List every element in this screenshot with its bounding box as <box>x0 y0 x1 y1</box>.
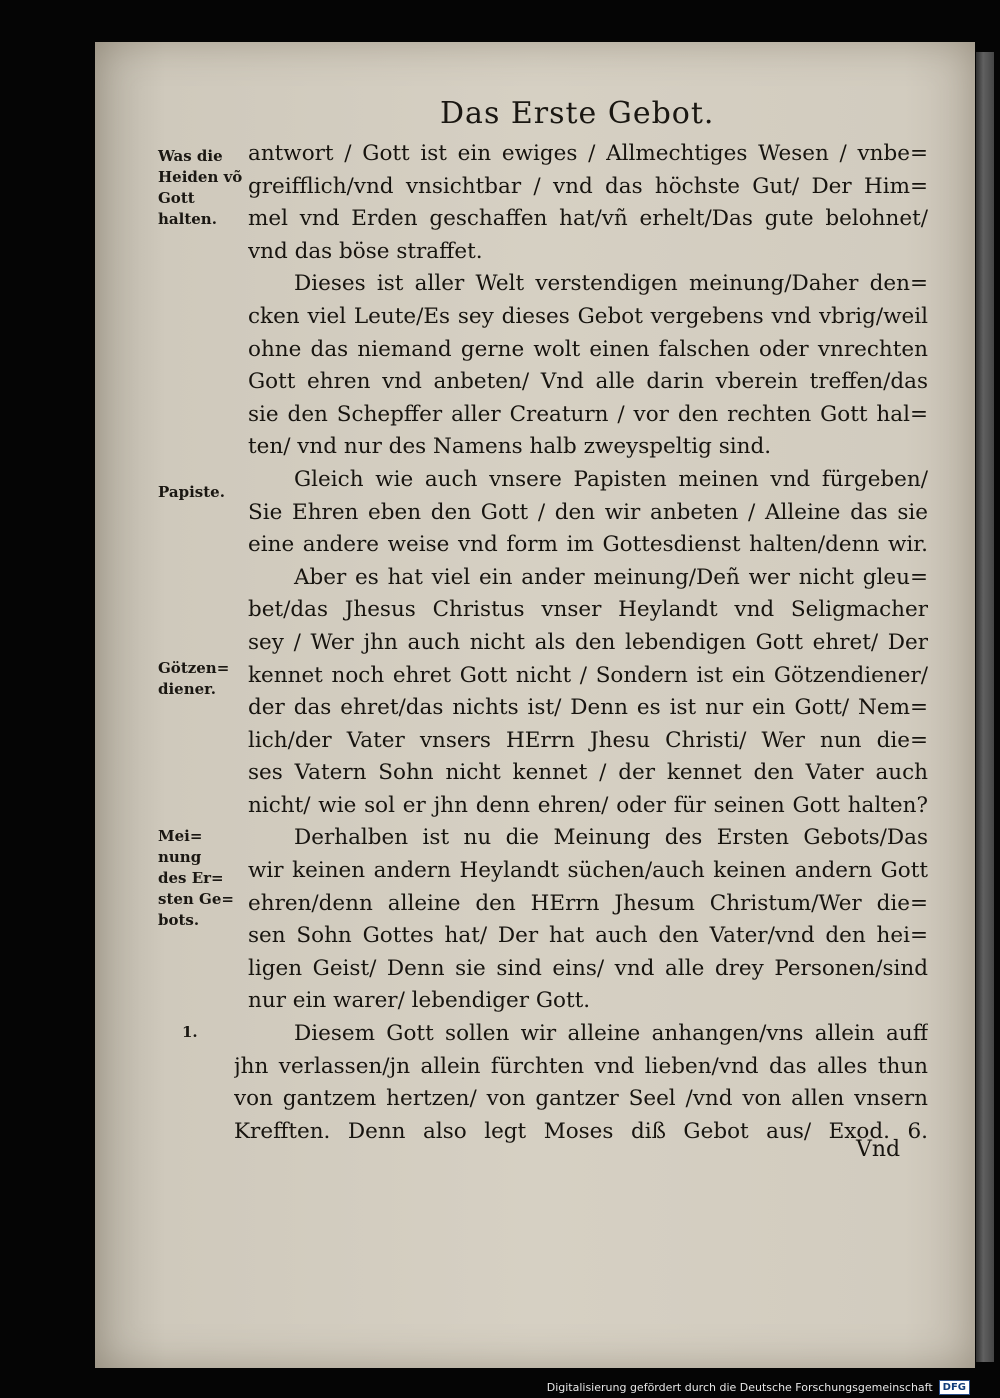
text-line: Derhalben ist nu die Meinung des Ersten Gebots/Das <box>294 825 928 851</box>
catchword: Vnd <box>856 1137 901 1162</box>
text-line: Dieses ist aller Welt verstendigen meinung/Daher den= <box>294 271 928 297</box>
text-line: der das ehret/das nichts ist/ Denn es ist nur ein Gott/ Nem= <box>248 695 928 721</box>
footer-text: Digitalisierung gefördert durch die Deutsche Forschungsgemeinschaft <box>546 1381 933 1394</box>
text-line: sey / Wer jhn auch nicht als den lebendigen Gott ehret/ Der <box>248 629 928 655</box>
text-line: ten/ vnd nur des Namens halb zweyspeltig sind. <box>248 434 772 460</box>
text-line: ohne das niemand gerne wolt einen falschen oder vnrechten <box>248 336 928 362</box>
text-line: Diesem Gott sollen wir alleine anhangen/vns allein auff <box>294 1021 928 1047</box>
text-line: jhn verlassen/jn allein fürchten vnd lieben/vnd das alles thun <box>234 1053 928 1079</box>
body-text <box>234 138 928 1148</box>
text-line: ses Vatern Sohn nicht kennet / der kennet den Vater auch <box>248 760 928 786</box>
text-line: sie den Schepffer aller Creaturn / vor den rechten Gott hal= <box>248 401 928 427</box>
text-line: Gleich wie auch vnsere Papisten meinen vnd fürgeben/ <box>294 466 928 492</box>
page-edge <box>976 52 994 1362</box>
text-line: Gott ehren vnd anbeten/ Vnd alle darin vberein treffen/das <box>248 369 928 395</box>
text-line: ligen Geist/ Denn sie sind eins/ vnd alle drey Personen/sind <box>248 955 928 981</box>
margin-note-goetzendiener: Götzen= diener. <box>158 659 230 698</box>
text-line: nur ein warer/ lebendiger Gott. <box>248 988 591 1014</box>
text-line: von gantzem hertzen/ von gantzer Seel /vnd von allen vnsern <box>234 1086 928 1112</box>
text-line: Sie Ehren eben den Gott / den wir anbeten / Alleine das sie <box>248 499 928 525</box>
text-line: antwort / Gott ist ein ewiges / Allmechtiges Wesen / vnbe= <box>248 141 928 166</box>
text-line: lich/der Vater vnsers HErrn Jhesu Christi/ Wer nun die= <box>248 727 928 753</box>
text-line: kennet noch ehret Gott nicht / Sondern ist ein Götzendiener/ <box>248 662 928 688</box>
text-line: eine andere weise vnd form im Gottesdienst halten/denn wir. <box>248 532 928 558</box>
margin-note-papiste: Papiste. <box>158 483 225 501</box>
text-line: nicht/ wie sol er jhn denn ehren/ oder für seinen Gott halten? <box>248 792 928 818</box>
text-line: mel vnd Erden geschaffen hat/vñ erhelt/Das gute belohnet/ <box>248 206 928 232</box>
margin-note-heiden: Was die Heiden võ Gott halten. <box>158 147 243 228</box>
text-line: vnd das böse straffet. <box>248 238 483 264</box>
text-line: Aber es hat viel ein ander meinung/Deñ wer nicht gleu= <box>294 564 928 590</box>
running-head: Das Erste Gebot. <box>440 96 715 131</box>
text-line: greifflich/vnd vnsichtbar / vnd das höchste Gut/ Der Him= <box>248 173 928 199</box>
digitization-footer <box>547 1380 970 1395</box>
margin-note-number: 1. <box>182 1023 198 1041</box>
text-line: Krefften. Denn also legt Moses diß Gebot aus/ Exod. 6. <box>234 1118 928 1144</box>
margin-note-meinung: Mei= nung des Er= sten Ge= bots. <box>158 827 234 929</box>
text-line: ehren/denn alleine den HErrn Jhesum Christum/Wer die= <box>248 890 928 916</box>
text-line: cken viel Leute/Es sey dieses Gebot vergebens vnd vbrig/weil <box>248 303 928 329</box>
text-line: bet/das Jhesus Christus vnser Heylandt vnd Seligmacher <box>248 597 928 623</box>
dfg-logo: DFG <box>939 1380 970 1395</box>
text-line: wir keinen andern Heylandt süchen/auch keinen andern Gott <box>248 858 928 884</box>
text-line: sen Sohn Gottes hat/ Der hat auch den Vater/vnd den hei= <box>248 923 928 949</box>
